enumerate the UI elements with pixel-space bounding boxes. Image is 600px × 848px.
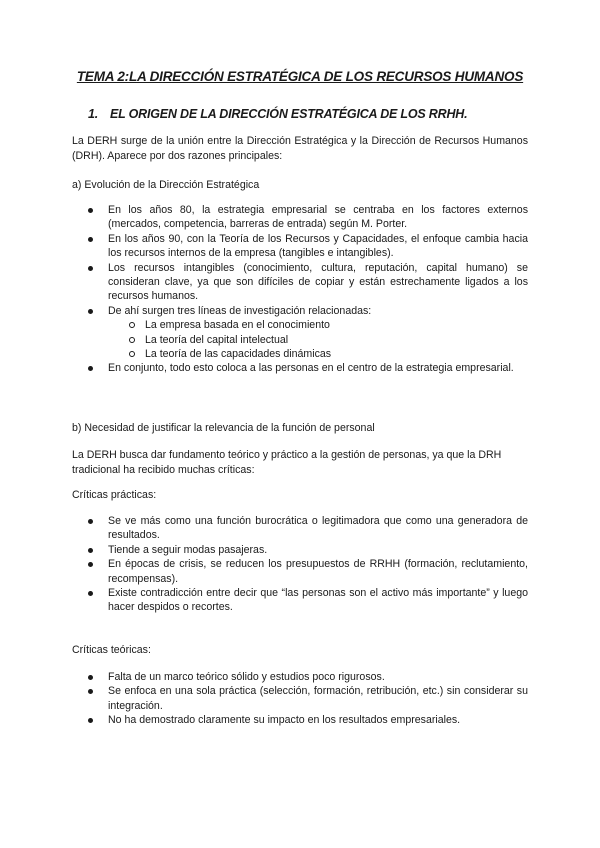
list-item: De ahí surgen tres líneas de investigación relacionadas: La empresa basada en el conocimiento La teoría del capital intelectual La teoría de las capacidades dinámicas <box>88 304 528 362</box>
circle-bullet-icon <box>129 337 135 343</box>
list-item: En los años 90, con la Teoría de los Recursos y Capacidades, el enfoque cambia hacia los recursos internos de la empresa (tangibles e intangibles). <box>88 232 528 261</box>
part-b-heading: b) Necesidad de justificar la relevancia de la función de personal <box>72 422 375 434</box>
part-a-heading: a) Evolución de la Dirección Estratégica <box>72 179 260 191</box>
section-heading <box>88 107 467 121</box>
bullet-icon <box>88 266 93 271</box>
sub-list <box>108 318 528 361</box>
bullet-icon <box>88 675 93 680</box>
bullet-icon <box>88 309 93 314</box>
bullet-icon <box>88 689 93 694</box>
list-item: Se ve más como una función burocrática o legitimadora que como una generadora de resultados. <box>88 514 528 543</box>
list-item: Falta de un marco teórico sólido y estudios poco rigurosos. <box>88 670 528 684</box>
bullet-icon <box>88 562 93 567</box>
list-item: Tiende a seguir modas pasajeras. <box>88 543 528 557</box>
intro-paragraph: La DERH surge de la unión entre la Dirección Estratégica y la Dirección de Recursos Humanos (DRH). Aparece por dos razones principales: <box>72 135 528 162</box>
circle-bullet-icon <box>129 322 135 328</box>
bullet-icon <box>88 208 93 213</box>
part-a-list <box>88 203 528 376</box>
sub-list-item: La teoría de las capacidades dinámicas <box>108 347 528 361</box>
part-b-paragraph: La DERH busca dar fundamento teórico y práctico a la gestión de personas, ya que la DRH tradicional ha recibido muchas críticas: <box>72 449 502 476</box>
list-item: Los recursos intangibles (conocimiento, cultura, reputación, capital humano) se consideran clave, ya que son difíciles de copiar y están estrechamente ligados a los recursos humanos. <box>88 261 528 304</box>
bullet-icon <box>88 237 93 242</box>
section-heading-text: EL ORIGEN DE LA DIRECCIÓN ESTRATÉGICA DE LOS RRHH. <box>110 107 468 121</box>
bullet-icon <box>88 548 93 553</box>
sub-list-item: La empresa basada en el conocimiento <box>108 318 528 332</box>
list-item: En conjunto, todo esto coloca a las personas en el centro de la estrategia empresarial. <box>88 361 528 375</box>
list-item: En épocas de crisis, se reducen los presupuestos de RRHH (formación, reclutamiento, recompensas). <box>88 557 528 586</box>
bullet-icon <box>88 519 93 524</box>
document-title: TEMA 2:LA DIRECCIÓN ESTRATÉGICA DE LOS RECURSOS HUMANOS <box>76 69 524 84</box>
section-number: 1. <box>88 107 99 121</box>
circle-bullet-icon <box>129 351 135 357</box>
sub-list-item: La teoría del capital intelectual <box>108 333 528 347</box>
bullet-icon <box>88 591 93 596</box>
theoretical-critiques-list <box>88 670 528 728</box>
list-item: Existe contradicción entre decir que “las personas son el activo más importante” y luego hacer despidos o recortes. <box>88 586 528 615</box>
bullet-icon <box>88 718 93 723</box>
theoretical-critiques-heading: Críticas teóricas: <box>72 644 151 656</box>
practical-critiques-list <box>88 514 528 615</box>
bullet-icon <box>88 366 93 371</box>
practical-critiques-heading: Críticas prácticas: <box>72 489 157 501</box>
list-item: En los años 80, la estrategia empresarial se centraba en los factores externos (mercados, competencia, barreras de entrada) según M. Porter. <box>88 203 528 232</box>
list-item: Se enfoca en una sola práctica (selección, formación, retribución, etc.) sin considerar su integración. <box>88 684 528 713</box>
list-item: No ha demostrado claramente su impacto en los resultados empresariales. <box>88 713 528 727</box>
